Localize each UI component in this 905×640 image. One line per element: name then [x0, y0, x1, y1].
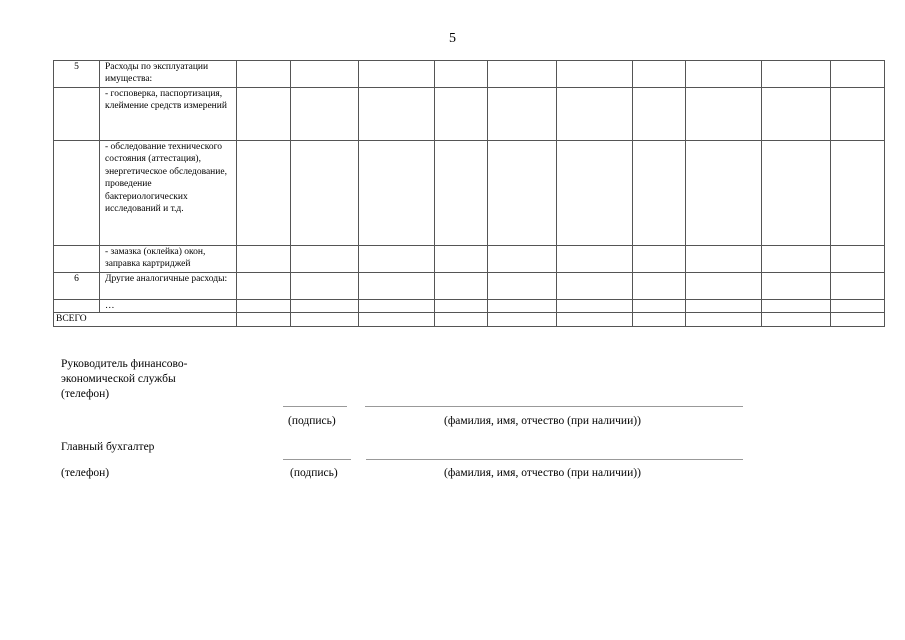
empty-value-cell — [237, 246, 291, 273]
empty-value-cell — [359, 300, 435, 313]
row-description-cell: - госповерка, паспортизация, клеймение средств измерений — [100, 88, 237, 141]
empty-value-cell — [488, 61, 557, 88]
empty-value-cell — [237, 273, 291, 300]
empty-value-cell — [686, 141, 762, 246]
empty-value-cell — [557, 313, 633, 326]
table-row — [54, 246, 885, 273]
empty-value-cell — [291, 61, 359, 88]
empty-value-cell — [831, 246, 885, 273]
empty-value-cell — [762, 273, 831, 300]
empty-value-cell — [488, 246, 557, 273]
empty-value-cell — [762, 313, 831, 326]
empty-value-cell — [831, 313, 885, 326]
expense-table — [53, 60, 885, 327]
empty-value-cell — [557, 300, 633, 313]
empty-value-cell — [633, 300, 686, 313]
empty-value-cell — [291, 246, 359, 273]
empty-value-cell — [557, 246, 633, 273]
empty-value-cell — [557, 88, 633, 141]
signature-label-head: (подпись) — [288, 415, 336, 427]
table-body — [54, 61, 885, 327]
empty-value-cell — [237, 313, 291, 326]
empty-value-cell — [237, 61, 291, 88]
empty-value-cell — [557, 61, 633, 88]
head-title: Руководитель финансово-экономической службы — [61, 358, 188, 385]
chief-accountant-title: Главный бухгалтер — [61, 441, 155, 453]
page-number: 5 — [449, 31, 456, 46]
empty-value-cell — [831, 88, 885, 141]
empty-value-cell — [435, 141, 488, 246]
empty-value-cell — [359, 61, 435, 88]
empty-value-cell — [488, 273, 557, 300]
empty-value-cell — [435, 273, 488, 300]
phone-label-accountant: (телефон) — [61, 467, 110, 479]
row-description-cell: - замазка (оклейка) окон, заправка картриджей — [100, 246, 237, 273]
empty-value-cell — [762, 88, 831, 141]
total-label-cell: ВСЕГО — [54, 313, 237, 326]
empty-value-cell — [435, 88, 488, 141]
empty-value-cell — [291, 273, 359, 300]
signature-line-accountant — [283, 459, 351, 460]
empty-value-cell — [633, 141, 686, 246]
signature-line-head — [283, 406, 347, 407]
empty-value-cell — [686, 61, 762, 88]
fio-label-head: (фамилия, имя, отчество (при наличии)) — [444, 415, 641, 427]
empty-value-cell — [633, 246, 686, 273]
empty-value-cell — [686, 88, 762, 141]
empty-value-cell — [633, 88, 686, 141]
empty-value-cell — [359, 88, 435, 141]
row-description-cell: … — [100, 300, 237, 313]
row-number-cell — [54, 141, 100, 246]
empty-value-cell — [237, 141, 291, 246]
row-description-cell: - обследование технического состояния (аттестация), энергетическое обследование, проведение бактериологических исследований и т.д. — [100, 141, 237, 246]
phone-label-head: (телефон) — [61, 388, 110, 400]
empty-value-cell — [291, 88, 359, 141]
empty-value-cell — [488, 300, 557, 313]
table-row — [54, 61, 885, 88]
empty-value-cell — [686, 313, 762, 326]
empty-value-cell — [762, 246, 831, 273]
empty-value-cell — [831, 273, 885, 300]
empty-value-cell — [686, 246, 762, 273]
empty-value-cell — [435, 61, 488, 88]
row-number-cell — [54, 88, 100, 141]
row-number-cell: 5 — [54, 61, 100, 88]
fio-line-head — [365, 406, 743, 407]
row-number-cell — [54, 246, 100, 273]
row-number-cell — [54, 300, 100, 313]
signature-label-accountant: (подпись) — [290, 467, 338, 479]
empty-value-cell — [359, 141, 435, 246]
empty-value-cell — [633, 61, 686, 88]
empty-value-cell — [633, 273, 686, 300]
empty-value-cell — [359, 313, 435, 326]
table-row — [54, 88, 885, 141]
empty-value-cell — [237, 300, 291, 313]
row-description-cell: Расходы по эксплуатации имущества: — [100, 61, 237, 88]
empty-value-cell — [686, 300, 762, 313]
empty-value-cell — [237, 88, 291, 141]
fio-label-accountant: (фамилия, имя, отчество (при наличии)) — [444, 467, 641, 479]
empty-value-cell — [557, 273, 633, 300]
empty-value-cell — [359, 246, 435, 273]
table-row — [54, 141, 885, 246]
empty-value-cell — [686, 273, 762, 300]
row-number-cell: 6 — [54, 273, 100, 300]
empty-value-cell — [435, 300, 488, 313]
row-description-cell: Другие аналогичные расходы: — [100, 273, 237, 300]
empty-value-cell — [359, 273, 435, 300]
empty-value-cell — [831, 141, 885, 246]
empty-value-cell — [762, 141, 831, 246]
table-row — [54, 300, 885, 313]
total-row — [54, 313, 885, 326]
empty-value-cell — [831, 61, 885, 88]
empty-value-cell — [435, 313, 488, 326]
empty-value-cell — [762, 300, 831, 313]
empty-value-cell — [488, 141, 557, 246]
table-row — [54, 273, 885, 300]
fio-line-accountant — [366, 459, 743, 460]
empty-value-cell — [488, 88, 557, 141]
empty-value-cell — [291, 141, 359, 246]
empty-value-cell — [557, 141, 633, 246]
empty-value-cell — [291, 300, 359, 313]
empty-value-cell — [762, 61, 831, 88]
empty-value-cell — [488, 313, 557, 326]
empty-value-cell — [831, 300, 885, 313]
empty-value-cell — [291, 313, 359, 326]
empty-value-cell — [633, 313, 686, 326]
empty-value-cell — [435, 246, 488, 273]
